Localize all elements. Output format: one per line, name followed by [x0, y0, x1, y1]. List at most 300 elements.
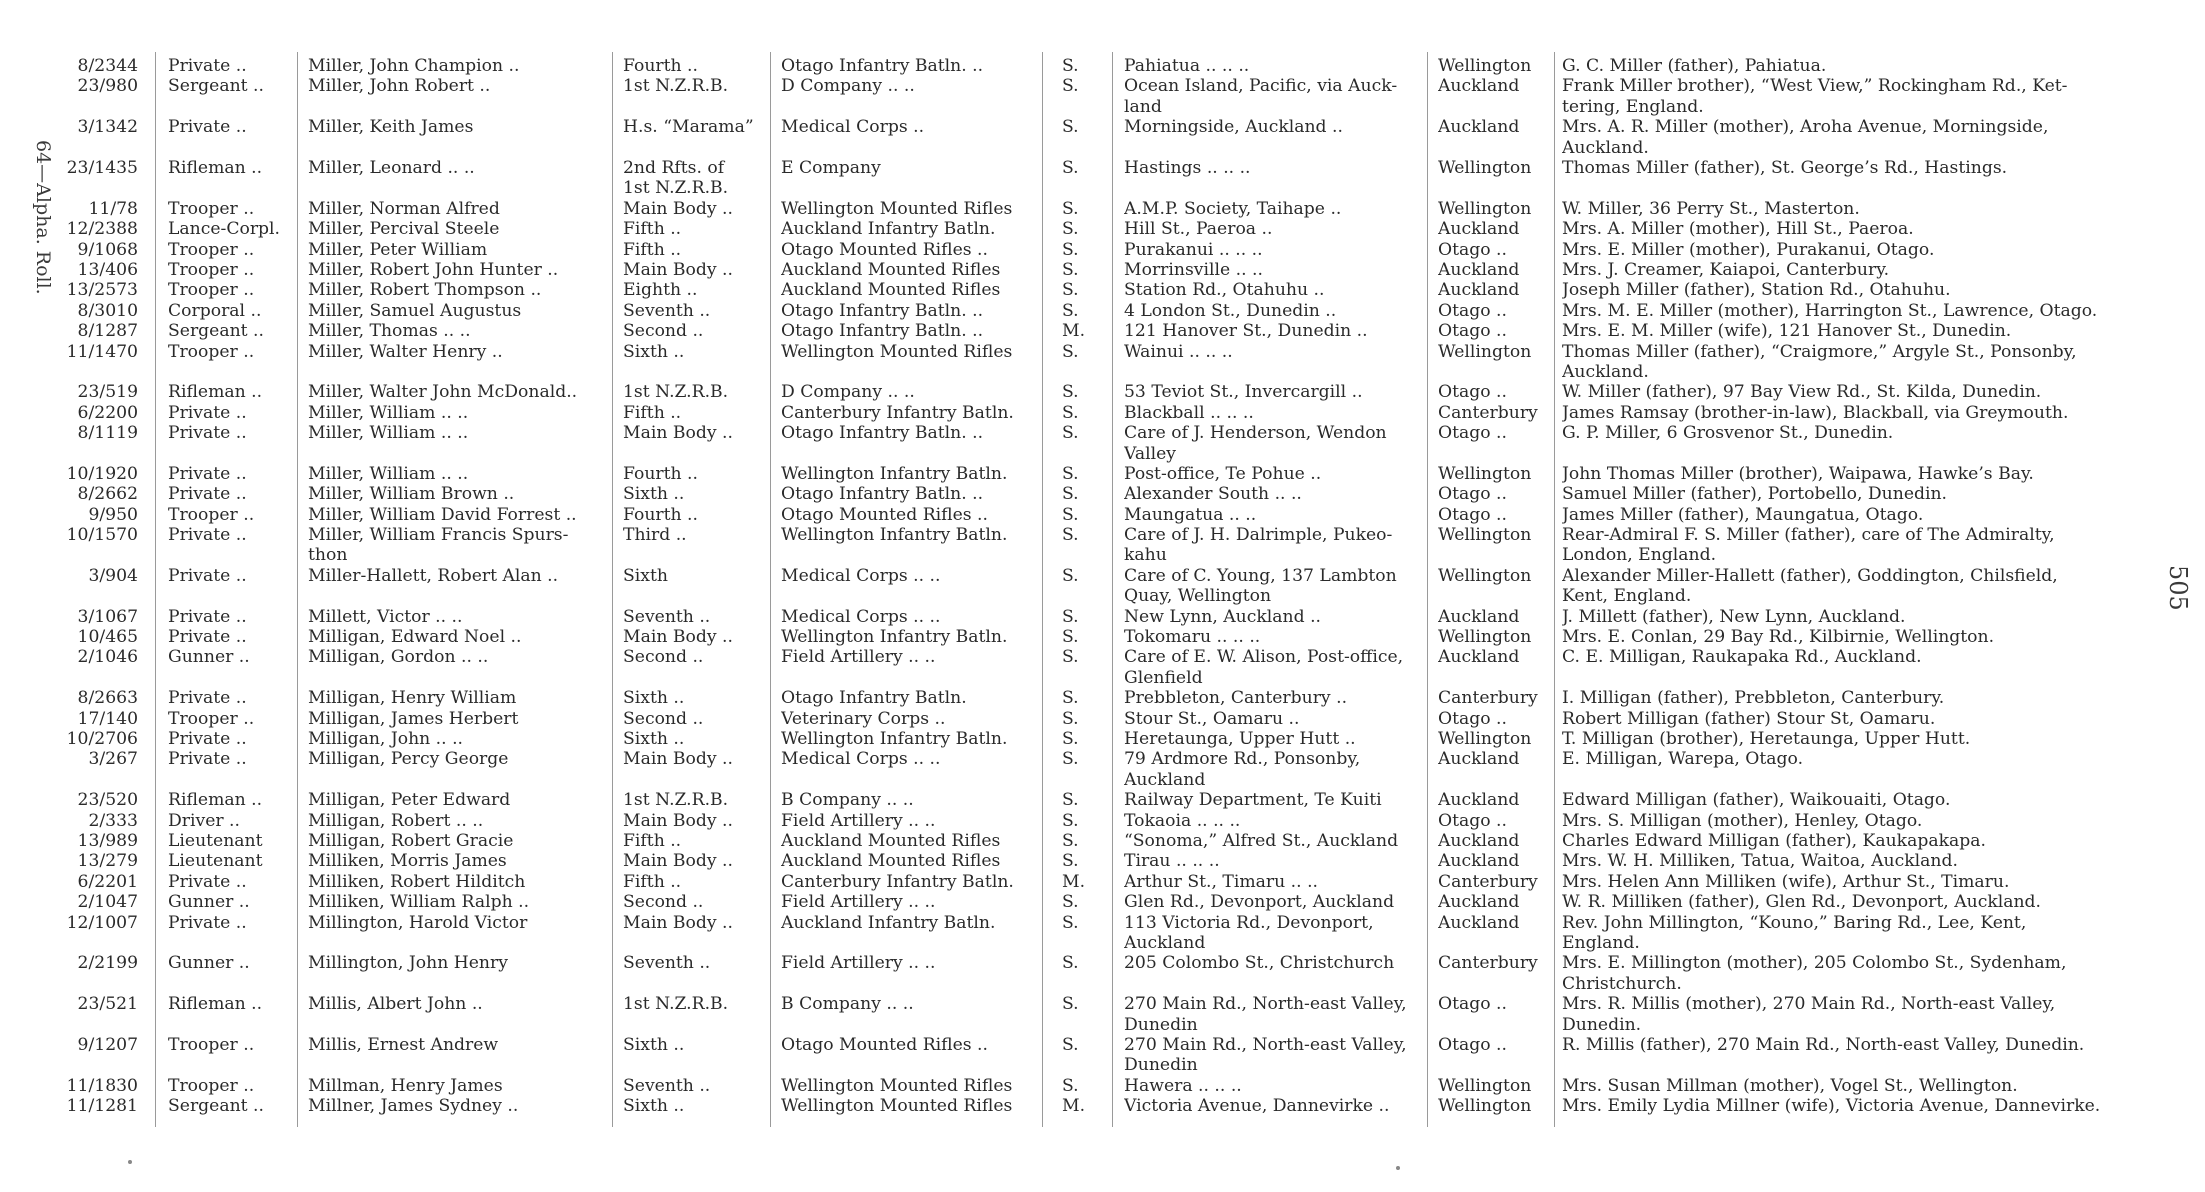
unit-cell: Otago Mounted Rifles ..	[781, 504, 988, 525]
service-number-cell: 10/2706	[66, 729, 138, 750]
marital-status-cell: S.	[1062, 525, 1079, 546]
rank-cell: Private ..	[168, 871, 247, 892]
district-cell: Wellington	[1438, 157, 1532, 178]
soldier-name-cell: Milligan, Robert Gracie	[308, 830, 514, 851]
rank-cell: Lieutenant	[168, 851, 263, 872]
next-of-kin-cell: R. Millis (father), 270 Main Rd., North-east Valley, Dunedin.	[1562, 1034, 2085, 1055]
marital-status-cell: S.	[1062, 382, 1079, 403]
marital-status-cell: S.	[1062, 239, 1079, 260]
service-number-cell: 8/1287	[77, 321, 138, 342]
last-address-cell: Wainui .. .. ..	[1124, 341, 1233, 362]
unit-cell: Auckland Infantry Batln.	[781, 219, 996, 240]
rank-cell: Trooper ..	[168, 341, 255, 362]
rank-cell: Trooper ..	[168, 708, 255, 729]
service-number-cell: 8/2663	[77, 688, 138, 709]
unit-cell: Otago Infantry Batln. ..	[781, 423, 984, 444]
next-of-kin-cell: Edward Milligan (father), Waikouaiti, Otago.	[1562, 790, 1951, 811]
marital-status-cell: S.	[1062, 56, 1079, 76]
draft-cell: Main Body ..	[623, 810, 733, 831]
marital-status-cell: S.	[1062, 647, 1079, 668]
draft-cell: 1st N.Z.R.B.	[623, 790, 729, 811]
soldier-name-cell: Miller, Walter Henry ..	[308, 341, 503, 362]
service-number-cell: 9/1207	[77, 1034, 138, 1055]
rank-cell: Private ..	[168, 402, 247, 423]
unit-cell: Wellington Mounted Rifles	[781, 198, 1013, 219]
unit-cell: Auckland Mounted Rifles	[781, 280, 1001, 301]
marital-status-cell: S.	[1062, 749, 1079, 770]
soldier-name-cell: Miller, Norman Alfred	[308, 198, 500, 219]
next-of-kin-cell: Mrs. A. Miller (mother), Hill St., Paeroa.	[1562, 219, 1914, 240]
last-address-cell: Post-office, Te Pohue ..	[1124, 463, 1322, 484]
district-cell: Auckland	[1438, 790, 1520, 811]
table-row	[0, 199, 2205, 219]
last-address-cell: 79 Ardmore Rd., Ponsonby, Auckland	[1124, 749, 1361, 790]
soldier-name-cell: Milligan, John .. ..	[308, 729, 463, 750]
unit-cell: Medical Corps .. ..	[781, 749, 941, 770]
unit-cell: Wellington Infantry Batln.	[781, 463, 1008, 484]
soldier-name-cell: Miller, William .. ..	[308, 423, 469, 444]
draft-cell: Fifth ..	[623, 239, 682, 260]
marital-status-cell: S.	[1062, 259, 1079, 280]
service-number-cell: 3/267	[88, 749, 138, 770]
next-of-kin-cell: Rear-Admiral F. S. Miller (father), care of The Admiralty, London, England.	[1562, 525, 2055, 566]
marital-status-cell: S.	[1062, 117, 1079, 138]
table-row	[0, 566, 2205, 607]
service-number-cell: 12/1007	[66, 912, 138, 933]
rank-cell: Driver ..	[168, 810, 240, 831]
running-header: 64—Alpha. Roll.	[32, 140, 54, 295]
marital-status-cell: S.	[1062, 606, 1079, 627]
draft-cell: Main Body ..	[623, 851, 733, 872]
draft-cell: Seventh ..	[623, 606, 711, 627]
service-number-cell: 3/1067	[77, 606, 138, 627]
rank-cell: Private ..	[168, 912, 247, 933]
district-cell: Otago ..	[1438, 810, 1507, 831]
table-row	[0, 484, 2205, 504]
service-number-cell: 23/521	[77, 994, 138, 1015]
next-of-kin-cell: Mrs. J. Creamer, Kaiapoi, Canterbury.	[1562, 259, 1890, 280]
last-address-cell: 270 Main Rd., North-east Valley, Dunedin	[1124, 1034, 1407, 1076]
marital-status-cell: S.	[1062, 729, 1079, 750]
marital-status-cell: S.	[1062, 830, 1079, 851]
next-of-kin-cell: Mrs. E. Conlan, 29 Bay Rd., Kilbirnie, Wellington.	[1562, 627, 1995, 648]
marital-status-cell: S.	[1062, 565, 1079, 586]
unit-cell: Wellington Infantry Batln.	[781, 729, 1008, 750]
soldier-name-cell: Millner, James Sydney ..	[308, 1096, 519, 1117]
service-number-cell: 13/406	[77, 259, 138, 280]
table-row	[0, 240, 2205, 260]
unit-cell: Canterbury Infantry Batln.	[781, 871, 1014, 892]
print-speck	[1396, 1166, 1400, 1170]
service-number-cell: 9/950	[88, 504, 138, 525]
rank-cell: Trooper ..	[168, 1075, 255, 1096]
draft-cell: Seventh ..	[623, 953, 711, 974]
service-number-cell: 2/2199	[77, 953, 138, 974]
table-row	[0, 709, 2205, 729]
table-row	[0, 1035, 2205, 1076]
district-cell: Auckland	[1438, 606, 1520, 627]
unit-cell: Field Artillery .. ..	[781, 810, 936, 831]
soldier-name-cell: Miller, William David Forrest ..	[308, 504, 577, 525]
soldier-name-cell: Miller, John Champion ..	[308, 56, 520, 76]
soldier-name-cell: Miller, William Brown ..	[308, 484, 515, 505]
draft-cell: Main Body ..	[623, 423, 733, 444]
service-number-cell: 13/2573	[66, 280, 138, 301]
marital-status-cell: S.	[1062, 484, 1079, 505]
draft-cell: Third ..	[623, 525, 687, 546]
draft-cell: Fifth ..	[623, 402, 682, 423]
table-row	[0, 321, 2205, 341]
next-of-kin-cell: Mrs. Helen Ann Milliken (wife), Arthur St., Timaru.	[1562, 871, 2010, 892]
service-number-cell: 8/2344	[77, 56, 138, 76]
marital-status-cell: S.	[1062, 402, 1079, 423]
district-cell: Auckland	[1438, 851, 1520, 872]
draft-cell: 1st N.Z.R.B.	[623, 382, 729, 403]
soldier-name-cell: Milligan, Robert .. ..	[308, 810, 484, 831]
service-number-cell: 8/2662	[77, 484, 138, 505]
next-of-kin-cell: G. P. Miller, 6 Grosvenor St., Dunedin.	[1562, 423, 1894, 444]
district-cell: Auckland	[1438, 280, 1520, 301]
rank-cell: Private ..	[168, 423, 247, 444]
next-of-kin-cell: W. Miller (father), 97 Bay View Rd., St. Kilda, Dunedin.	[1562, 382, 2042, 403]
next-of-kin-cell: Mrs. E. M. Miller (wife), 121 Hanover St., Dunedin.	[1562, 321, 2012, 342]
unit-cell: Otago Infantry Batln.	[781, 688, 967, 709]
district-cell: Auckland	[1438, 892, 1520, 913]
rank-cell: Private ..	[168, 729, 247, 750]
table-row	[0, 913, 2205, 954]
draft-cell: Second ..	[623, 708, 704, 729]
draft-cell: H.s. “Marama”	[623, 117, 754, 138]
district-cell: Auckland	[1438, 647, 1520, 668]
district-cell: Wellington	[1438, 565, 1532, 586]
last-address-cell: Stour St., Oamaru ..	[1124, 708, 1300, 729]
next-of-kin-cell: Robert Milligan (father) Stour St, Oamaru.	[1562, 708, 1936, 729]
unit-cell: Wellington Infantry Batln.	[781, 525, 1008, 546]
unit-cell: Otago Mounted Rifles ..	[781, 239, 988, 260]
table-row	[0, 219, 2205, 239]
rank-cell: Rifleman ..	[168, 994, 263, 1015]
service-number-cell: 12/2388	[66, 219, 138, 240]
rank-cell: Trooper ..	[168, 1034, 255, 1055]
soldier-name-cell: Miller, Walter John McDonald..	[308, 382, 578, 403]
soldier-name-cell: Milligan, Edward Noel ..	[308, 627, 522, 648]
service-number-cell: 6/2201	[77, 871, 138, 892]
unit-cell: Field Artillery .. ..	[781, 953, 936, 974]
marital-status-cell: S.	[1062, 280, 1079, 301]
draft-cell: Fifth ..	[623, 871, 682, 892]
table-row	[0, 382, 2205, 402]
page-number: 505	[2164, 565, 2192, 611]
last-address-cell: New Lynn, Auckland ..	[1124, 606, 1322, 627]
district-cell: Wellington	[1438, 341, 1532, 362]
rank-cell: Rifleman ..	[168, 382, 263, 403]
table-row	[0, 872, 2205, 892]
draft-cell: Main Body ..	[623, 259, 733, 280]
rank-cell: Private ..	[168, 606, 247, 627]
service-number-cell: 10/1920	[66, 463, 138, 484]
draft-cell: Second ..	[623, 647, 704, 668]
rank-cell: Trooper ..	[168, 280, 255, 301]
unit-cell: Wellington Mounted Rifles	[781, 1075, 1013, 1096]
marital-status-cell: S.	[1062, 810, 1079, 831]
rank-cell: Trooper ..	[168, 504, 255, 525]
marital-status-cell: S.	[1062, 851, 1079, 872]
marital-status-cell: S.	[1062, 341, 1079, 362]
draft-cell: Fifth ..	[623, 219, 682, 240]
draft-cell: 1st N.Z.R.B.	[623, 76, 729, 97]
table-row	[0, 301, 2205, 321]
unit-cell: Otago Infantry Batln. ..	[781, 321, 984, 342]
last-address-cell: Morningside, Auckland ..	[1124, 117, 1343, 138]
table-row	[0, 892, 2205, 912]
draft-cell: Main Body ..	[623, 627, 733, 648]
district-cell: Otago ..	[1438, 423, 1507, 444]
rank-cell: Private ..	[168, 749, 247, 770]
service-number-cell: 10/465	[77, 627, 138, 648]
unit-cell: D Company .. ..	[781, 382, 915, 403]
soldier-name-cell: Millett, Victor .. ..	[308, 606, 463, 627]
marital-status-cell: S.	[1062, 423, 1079, 444]
last-address-cell: 270 Main Rd., North-east Valley, Dunedin	[1124, 994, 1407, 1035]
soldier-name-cell: Milligan, Henry William	[308, 688, 517, 709]
soldier-name-cell: Milliken, William Ralph ..	[308, 892, 530, 913]
rank-cell: Corporal ..	[168, 300, 262, 321]
marital-status-cell: M.	[1062, 871, 1086, 892]
unit-cell: Otago Infantry Batln. ..	[781, 484, 984, 505]
last-address-cell: Maungatua .. ..	[1124, 504, 1257, 525]
service-number-cell: 23/520	[77, 790, 138, 811]
district-cell: Wellington	[1438, 525, 1532, 546]
table-row	[0, 56, 2205, 76]
next-of-kin-cell: Joseph Miller (father), Station Rd., Otahuhu.	[1562, 280, 1951, 301]
service-number-cell: 23/519	[77, 382, 138, 403]
next-of-kin-cell: Mrs. A. R. Miller (mother), Aroha Avenue, Morningside, Auckland.	[1562, 117, 2049, 158]
rank-cell: Gunner ..	[168, 892, 250, 913]
table-row	[0, 403, 2205, 423]
next-of-kin-cell: E. Milligan, Warepa, Otago.	[1562, 749, 1804, 770]
next-of-kin-cell: James Ramsay (brother-in-law), Blackball, via Greymouth.	[1562, 402, 2069, 423]
marital-status-cell: S.	[1062, 708, 1079, 729]
unit-cell: Wellington Mounted Rifles	[781, 1096, 1013, 1117]
district-cell: Canterbury	[1438, 402, 1538, 423]
next-of-kin-cell: Frank Miller brother), “West View,” Rockingham Rd., Ket- tering, England.	[1562, 76, 2068, 117]
marital-status-cell: S.	[1062, 76, 1079, 97]
soldier-name-cell: Millington, John Henry	[308, 953, 508, 974]
soldier-name-cell: Miller, Thomas .. ..	[308, 321, 471, 342]
last-address-cell: Blackball .. .. ..	[1124, 402, 1254, 423]
marital-status-cell: S.	[1062, 219, 1079, 240]
table-row	[0, 831, 2205, 851]
soldier-name-cell: Miller, Leonard .. ..	[308, 157, 475, 178]
unit-cell: Wellington Mounted Rifles	[781, 341, 1013, 362]
marital-status-cell: M.	[1062, 1096, 1086, 1117]
marital-status-cell: S.	[1062, 1075, 1079, 1096]
next-of-kin-cell: C. E. Milligan, Raukapaka Rd., Auckland.	[1562, 647, 1922, 668]
next-of-kin-cell: Rev. John Millington, “Kouno,” Baring Rd., Lee, Kent, England.	[1562, 912, 2027, 953]
last-address-cell: 53 Teviot St., Invercargill ..	[1124, 382, 1363, 403]
table-row	[0, 505, 2205, 525]
next-of-kin-cell: Thomas Miller (father), St. George’s Rd., Hastings.	[1562, 157, 2008, 178]
unit-cell: Otago Infantry Batln. ..	[781, 56, 984, 76]
unit-cell: E Company	[781, 157, 881, 178]
draft-cell: Fifth ..	[623, 830, 682, 851]
next-of-kin-cell: Mrs. E. Millington (mother), 205 Colombo St., Sydenham, Christchurch.	[1562, 953, 2067, 994]
draft-cell: Second ..	[623, 321, 704, 342]
service-number-cell: 3/904	[88, 565, 138, 586]
district-cell: Auckland	[1438, 219, 1520, 240]
table-row	[0, 729, 2205, 749]
marital-status-cell: S.	[1062, 953, 1079, 974]
soldier-name-cell: Milliken, Morris James	[308, 851, 507, 872]
rank-cell: Rifleman ..	[168, 157, 263, 178]
district-cell: Wellington	[1438, 463, 1532, 484]
last-address-cell: Victoria Avenue, Dannevirke ..	[1124, 1096, 1390, 1117]
district-cell: Auckland	[1438, 76, 1520, 97]
draft-cell: Main Body ..	[623, 198, 733, 219]
marital-status-cell: S.	[1062, 198, 1079, 219]
next-of-kin-cell: W. R. Milliken (father), Glen Rd., Devonport, Auckland.	[1562, 892, 2042, 913]
table-row	[0, 280, 2205, 300]
next-of-kin-cell: Mrs. M. E. Miller (mother), Harrington St., Lawrence, Otago.	[1562, 300, 2098, 321]
draft-cell: Sixth ..	[623, 1096, 685, 1117]
district-cell: Otago ..	[1438, 1034, 1507, 1055]
next-of-kin-cell: Mrs. S. Milligan (mother), Henley, Otago.	[1562, 810, 1923, 831]
soldier-name-cell: Milligan, James Herbert	[308, 708, 519, 729]
draft-cell: Sixth ..	[623, 341, 685, 362]
district-cell: Otago ..	[1438, 994, 1507, 1015]
soldier-name-cell: Milligan, Peter Edward	[308, 790, 511, 811]
district-cell: Canterbury	[1438, 871, 1538, 892]
rank-cell: Private ..	[168, 56, 247, 76]
last-address-cell: Pahiatua .. .. ..	[1124, 56, 1250, 76]
unit-cell: Canterbury Infantry Batln.	[781, 402, 1014, 423]
rank-cell: Private ..	[168, 463, 247, 484]
draft-cell: 1st N.Z.R.B.	[623, 994, 729, 1015]
print-speck	[128, 1160, 132, 1164]
table-row	[0, 811, 2205, 831]
table-row	[0, 851, 2205, 871]
unit-cell: Otago Infantry Batln. ..	[781, 300, 984, 321]
unit-cell: Auckland Infantry Batln.	[781, 912, 996, 933]
marital-status-cell: S.	[1062, 504, 1079, 525]
district-cell: Auckland	[1438, 749, 1520, 770]
last-address-cell: Purakanui .. .. ..	[1124, 239, 1263, 260]
service-number-cell: 11/78	[88, 198, 138, 219]
district-cell: Wellington	[1438, 198, 1532, 219]
soldier-name-cell: Miller, Peter William	[308, 239, 488, 260]
table-row	[0, 953, 2205, 994]
table-row	[0, 260, 2205, 280]
rank-cell: Lance-Corpl.	[168, 219, 281, 240]
service-number-cell: 10/1570	[66, 525, 138, 546]
next-of-kin-cell: J. Millett (father), New Lynn, Auckland.	[1562, 606, 1906, 627]
service-number-cell: 3/1342	[77, 117, 138, 138]
draft-cell: Seventh ..	[623, 1075, 711, 1096]
rank-cell: Private ..	[168, 525, 247, 546]
soldier-name-cell: Miller, Robert John Hunter ..	[308, 259, 559, 280]
rank-cell: Private ..	[168, 627, 247, 648]
marital-status-cell: S.	[1062, 627, 1079, 648]
last-address-cell: Ocean Island, Pacific, via Auck- land	[1124, 76, 1398, 117]
rank-cell: Private ..	[168, 484, 247, 505]
soldier-name-cell: Millis, Ernest Andrew	[308, 1034, 499, 1055]
soldier-name-cell: Millis, Albert John ..	[308, 994, 483, 1015]
last-address-cell: “Sonoma,” Alfred St., Auckland	[1124, 830, 1399, 851]
draft-cell: Sixth	[623, 565, 668, 586]
next-of-kin-cell: W. Miller, 36 Perry St., Masterton.	[1562, 198, 1860, 219]
marital-status-cell: S.	[1062, 300, 1079, 321]
last-address-cell: Care of J. H. Dalrimple, Pukeo- kahu	[1124, 525, 1393, 566]
district-cell: Otago ..	[1438, 382, 1507, 403]
soldier-name-cell: Miller, Robert Thompson ..	[308, 280, 542, 301]
rank-cell: Private ..	[168, 117, 247, 138]
marital-status-cell: S.	[1062, 1034, 1079, 1055]
marital-status-cell: S.	[1062, 892, 1079, 913]
last-address-cell: 121 Hanover St., Dunedin ..	[1124, 321, 1368, 342]
last-address-cell: Station Rd., Otahuhu ..	[1124, 280, 1325, 301]
district-cell: Otago ..	[1438, 504, 1507, 525]
district-cell: Otago ..	[1438, 300, 1507, 321]
table-row	[0, 76, 2205, 117]
rank-cell: Lieutenant	[168, 830, 263, 851]
unit-cell: Veterinary Corps ..	[781, 708, 946, 729]
last-address-cell: Hill St., Paeroa ..	[1124, 219, 1273, 240]
rank-cell: Trooper ..	[168, 259, 255, 280]
service-number-cell: 11/1470	[66, 341, 138, 362]
last-address-cell: A.M.P. Society, Taihape ..	[1124, 198, 1342, 219]
draft-cell: Eighth ..	[623, 280, 698, 301]
district-cell: Canterbury	[1438, 688, 1538, 709]
district-cell: Wellington	[1438, 627, 1532, 648]
district-cell: Wellington	[1438, 1075, 1532, 1096]
next-of-kin-cell: I. Milligan (father), Prebbleton, Canterbury.	[1562, 688, 1945, 709]
next-of-kin-cell: Thomas Miller (father), “Craigmore,” Argyle St., Ponsonby, Auckland.	[1562, 341, 2077, 382]
last-address-cell: Arthur St., Timaru .. ..	[1124, 871, 1318, 892]
draft-cell: Sixth ..	[623, 688, 685, 709]
rank-cell: Sergeant ..	[168, 1096, 264, 1117]
soldier-name-cell: Miller, William .. ..	[308, 463, 469, 484]
district-cell: Auckland	[1438, 830, 1520, 851]
unit-cell: B Company .. ..	[781, 790, 914, 811]
soldier-name-cell: Miller, William .. ..	[308, 402, 469, 423]
marital-status-cell: S.	[1062, 994, 1079, 1015]
soldier-name-cell: Miller, Keith James	[308, 117, 474, 138]
rank-cell: Sergeant ..	[168, 76, 264, 97]
next-of-kin-cell: G. C. Miller (father), Pahiatua.	[1562, 56, 1827, 76]
last-address-cell: Care of C. Young, 137 Lambton Quay, Wellington	[1124, 565, 1397, 607]
draft-cell: Sixth ..	[623, 1034, 685, 1055]
district-cell: Otago ..	[1438, 708, 1507, 729]
service-number-cell: 11/1830	[66, 1075, 138, 1096]
soldier-name-cell: Miller, Samuel Augustus	[308, 300, 522, 321]
draft-cell: Sixth ..	[623, 484, 685, 505]
draft-cell: Fourth ..	[623, 463, 698, 484]
service-number-cell: 2/1046	[77, 647, 138, 668]
last-address-cell: 113 Victoria Rd., Devonport, Auckland	[1124, 912, 1374, 953]
marital-status-cell: S.	[1062, 157, 1079, 178]
soldier-name-cell: Miller, John Robert ..	[308, 76, 491, 97]
table-row	[0, 117, 2205, 158]
draft-cell: Main Body ..	[623, 749, 733, 770]
table-row	[0, 1076, 2205, 1096]
soldier-name-cell: Millington, Harold Victor	[308, 912, 528, 933]
draft-cell: Seventh ..	[623, 300, 711, 321]
draft-cell: Main Body ..	[623, 912, 733, 933]
unit-cell: B Company .. ..	[781, 994, 914, 1015]
rank-cell: Trooper ..	[168, 239, 255, 260]
service-number-cell: 13/989	[77, 830, 138, 851]
unit-cell: D Company .. ..	[781, 76, 915, 97]
